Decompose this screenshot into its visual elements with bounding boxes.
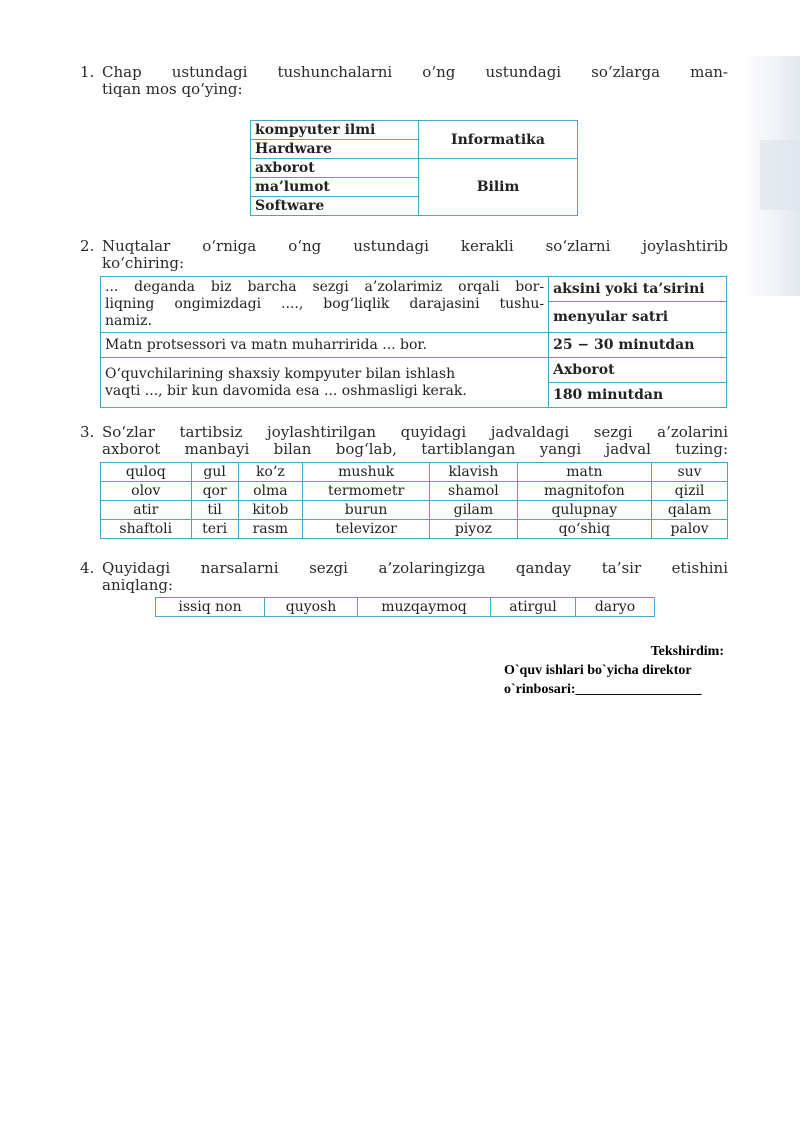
table-cell: ma’lumot xyxy=(251,178,419,197)
task-1-line-2: tiqan mos qo‘ying: xyxy=(102,80,243,98)
table-cell: atirgul xyxy=(491,598,576,617)
task-3-line-1: So‘zlar tartibsiz joylashtirilgan quyidagi jadvaldagi sezgi a’zolarini xyxy=(102,423,728,441)
sentence-line: Matn protsessori va matn muharririda ... bor. xyxy=(105,336,428,353)
table-cell: Hardware xyxy=(251,140,419,159)
table-cell: gul xyxy=(191,463,238,482)
signature-position: O`quv ishlari bo`yicha direktor xyxy=(504,663,692,678)
table-cell: shaftoli xyxy=(101,520,192,539)
scan-edge-shadow-2 xyxy=(760,140,800,210)
table-cell: suv xyxy=(652,463,728,482)
table-cell: til xyxy=(191,501,238,520)
table-cell: qalam xyxy=(652,501,728,520)
table-cell xyxy=(101,358,549,408)
table-cell: Bilim xyxy=(419,159,578,216)
task-4-line-2: aniqlang: xyxy=(102,576,174,594)
sentence-line: ... deganda biz barcha sezgi a’zolarimiz orqali bor- xyxy=(105,279,545,295)
table-cell: burun xyxy=(302,501,429,520)
table-cell: aksini yoki ta’sirini xyxy=(549,277,727,302)
table-cell: 25 − 30 minutdan xyxy=(549,333,727,358)
table-cell: klavish xyxy=(430,463,517,482)
table-cell: qo‘shiq xyxy=(517,520,651,539)
signature-heading: Tekshirdim: xyxy=(650,644,724,659)
table-cell: televizor xyxy=(302,520,429,539)
task-4-number: 4. xyxy=(80,559,95,577)
table-cell: quyosh xyxy=(265,598,358,617)
table-cell: teri xyxy=(191,520,238,539)
table-cell: kompyuter ilmi xyxy=(251,121,419,140)
table-cell: termometr xyxy=(302,482,429,501)
task-4-table xyxy=(155,597,655,617)
table-cell: quloq xyxy=(101,463,192,482)
table-cell: 180 minutdan xyxy=(549,383,727,408)
table-cell: olma xyxy=(238,482,302,501)
table-cell: qizil xyxy=(652,482,728,501)
table-cell: gilam xyxy=(430,501,517,520)
table-cell: atir xyxy=(101,501,192,520)
sentence-line: namiz. xyxy=(105,313,152,329)
table-cell: muzqaymoq xyxy=(358,598,491,617)
table-cell: qor xyxy=(191,482,238,501)
table-cell: matn xyxy=(517,463,651,482)
table-cell: daryo xyxy=(576,598,655,617)
task-3-table xyxy=(100,462,728,539)
task-4-line-1: Quyidagi narsalarni sezgi a’zolaringizga qanday ta’sir etishini xyxy=(102,559,728,577)
task-2-table xyxy=(100,276,727,408)
table-cell: kitob xyxy=(238,501,302,520)
table-cell: Axborot xyxy=(549,358,727,383)
table-cell: shamol xyxy=(430,482,517,501)
sentence-line: O‘quvchilarining shaxsiy kompyuter bilan ishlash xyxy=(105,365,456,382)
sentence-line: vaqti ..., bir kun davomida esa ... oshmasligi kerak. xyxy=(105,382,467,399)
task-1-line-1: Chap ustundagi tushunchalarni o‘ng ustundagi so‘zlarga man- xyxy=(102,63,728,81)
table-cell: issiq non xyxy=(156,598,265,617)
table-cell: rasm xyxy=(238,520,302,539)
signature-line: o`rinbosari:__________________ xyxy=(504,682,702,697)
task-3-line-2: axborot manbayi bilan bog‘lab, tartiblangan yangi jadval tuzing: xyxy=(102,440,728,458)
table-cell: Software xyxy=(251,197,419,216)
task-1-number: 1. xyxy=(80,63,95,81)
sentence-line: liqning ongimizdagi ...., bog‘liqlik darajasini tushu- xyxy=(105,296,545,312)
task-2-number: 2. xyxy=(80,237,95,255)
table-cell: magnitofon xyxy=(517,482,651,501)
task-2-line-1: Nuqtalar o‘rniga o‘ng ustundagi kerakli so‘zlarni joylashtirib xyxy=(102,237,728,255)
table-cell: olov xyxy=(101,482,192,501)
table-cell: qulupnay xyxy=(517,501,651,520)
task-2-line-2: ko‘chiring: xyxy=(102,254,185,272)
task-3-number: 3. xyxy=(80,423,95,441)
task-1-table xyxy=(250,120,578,216)
table-cell: piyoz xyxy=(430,520,517,539)
table-cell: ko‘z xyxy=(238,463,302,482)
table-cell xyxy=(101,333,549,358)
table-cell: Informatika xyxy=(419,121,578,159)
table-cell: palov xyxy=(652,520,728,539)
table-cell: mushuk xyxy=(302,463,429,482)
table-cell: menyular satri xyxy=(549,302,727,333)
table-cell: axborot xyxy=(251,159,419,178)
table-cell xyxy=(101,277,549,333)
